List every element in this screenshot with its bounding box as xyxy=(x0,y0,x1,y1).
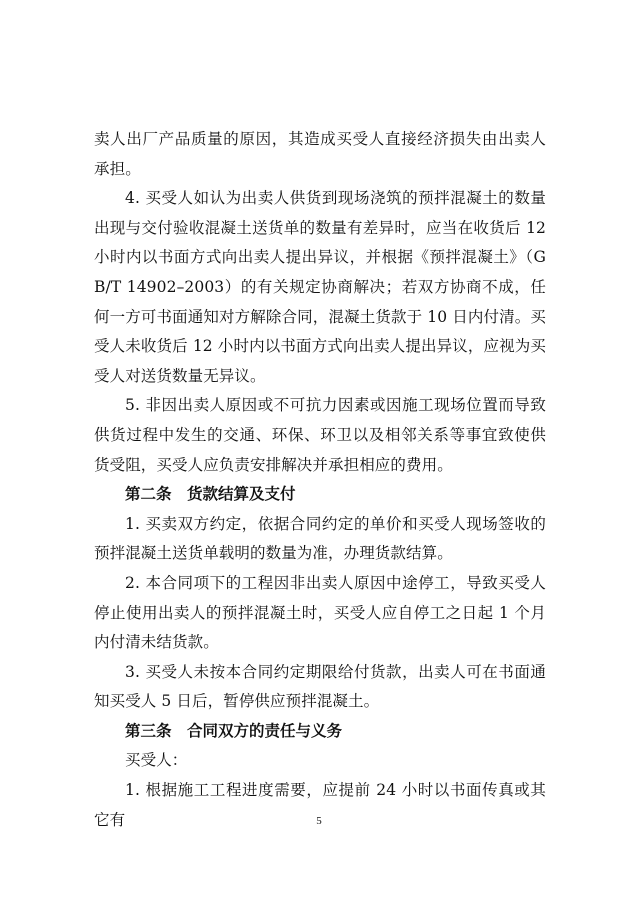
paragraph-article-2-item-3: 3. 买受人未按本合同约定期限给付货款，出卖人可在书面通知买受人 5 日后，暂停供应预拌混凝土。 xyxy=(94,662,546,711)
paragraph-buyer-label: 买受人： xyxy=(125,751,188,770)
paragraph-article-2-item-1: 1. 买卖双方约定，依据合同约定的单价和买受人现场签收的预拌混凝土送货单载明的数量为准，办理货款结算。 xyxy=(94,514,546,563)
paragraph-article-2-item-2: 2. 本合同项下的工程因非出卖人原因中途停工，导致买受人停止使用出卖人的预拌混凝土时，买受人应自停工之日起 1 个月内付清未结货款。 xyxy=(94,573,546,652)
section-heading-article-3: 第三条 合同双方的责任与义务 xyxy=(125,721,343,740)
paragraph-item-5: 5. 非因出卖人原因或不可抗力因素或因施工现场位置而导致供货过程中发生的交通、环保、环卫以及相邻关系等事宜致使供货受阻，买受人应负责安排解决并承担相应的费用。 xyxy=(94,396,546,474)
document-body xyxy=(94,125,546,835)
section-heading-article-2: 第二条 货款结算及支付 xyxy=(125,485,296,504)
paragraph-continuation: 卖人出厂产品质量的原因，其造成买受人直接经济损失由出卖人承担。 xyxy=(94,130,546,178)
paragraph-item-4: 4. 买受人如认为出卖人供货到现场浇筑的预拌混凝土的数量出现与交付验收混凝土送货单的数量有差异时，应当在收货后 12 小时内以书面方式向出卖人提出异议，并根据《预拌混凝土》（GB/T 14902–2003）的有关规定协商解决；若双方协商不成，任何一方可书面通知对方解除合同，混凝土货款于 10 日内付清。买受人未收货后 12 小时内以书面方式向出卖人提出异议，应视为买受人对送货数量无异议。 xyxy=(94,189,546,385)
paragraph-article-3-item-1: 1. 根据施工工程进度需要，应提前 24 小时以书面传真或其它有 xyxy=(94,781,546,829)
page-number: 5 xyxy=(316,815,322,827)
